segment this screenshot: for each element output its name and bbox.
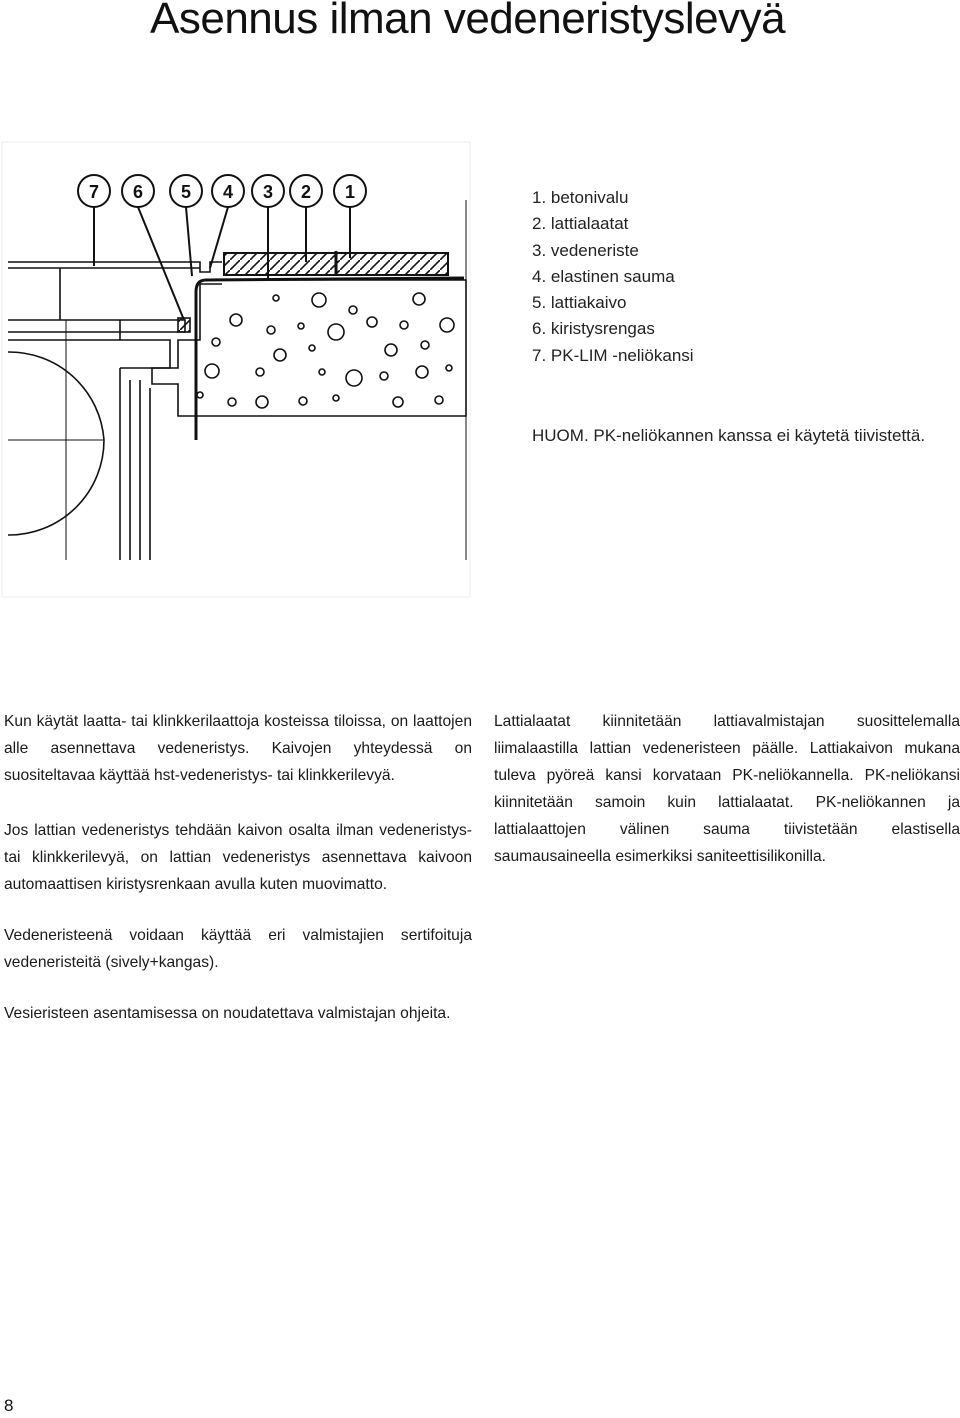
page-title: Asennus ilman vedeneristyslevyä (150, 0, 786, 43)
paragraph-manufacturer-instructions: Vesieristeen asentamisessa on noudatettava valmistajan ohjeita. (4, 1005, 451, 1022)
legend-item: 5. lattiakaivo (532, 293, 627, 313)
paragraph-certified-membranes: Vedeneristeenä voidaan käyttää eri valmistajien sertifoituja vedeneristeitä (sively+kangas). (4, 927, 472, 971)
drain-section-drawing (0, 140, 960, 600)
marker-5: 5 (180, 182, 192, 202)
page-number: 8 (4, 1396, 14, 1415)
legend-item: 7. PK-LIM -neliökansi (532, 345, 694, 365)
paragraph-tile-fixing: Lattialaatat kiinnitetään lattiavalmistajan suosittelemalla liimalaastilla lattian vedeneristeen päälle. Lattiakaivon mukana tuleva pyöreä kansi korvataan PK-neliökannella. PK-neliökansi kiinnitetään samoin kuin lattialaatat. PK-neliökannen ja lattialaattojen välinen sauma tiivistetään elastisella saumausaineella esimerkiksi saniteettisilikonilla. (494, 713, 960, 865)
legend-item: 1. betonivalu (532, 188, 629, 207)
marker-7: 7 (88, 182, 100, 202)
marker-1: 1 (344, 182, 356, 202)
marker-6: 6 (132, 182, 144, 202)
concrete-aggregate (197, 293, 454, 408)
marker-2: 2 (300, 182, 312, 202)
installation-diagram (0, 140, 960, 600)
component-legend (532, 185, 694, 369)
paragraph-tiles-intro: Kun käytät laatta- tai klinkkerilaattoja kosteissa tiloissa, on laattojen alle asennettava vedeneristys. Kaivojen yhteydessä on suositeltavaa käyttää hst-vedeneristys- tai klinkkerilevyä. (4, 713, 472, 784)
marker-3: 3 (262, 182, 274, 202)
marker-4: 4 (222, 182, 234, 202)
legend-item: 3. vedeneriste (532, 240, 639, 260)
paragraph-without-board: Jos lattian vedeneristys tehdään kaivon osalta ilman vedeneristys- tai klinkkerilevyä, on lattian vedeneristys asennettava kaivoon automaattisen kiristysrenkaan avulla kuten muovimatto. (4, 822, 472, 893)
note-text: HUOM. PK-neliökannen kanssa ei käytetä tiivistettä. (532, 426, 926, 445)
legend-item: 6. kiristysrengas (532, 319, 655, 339)
legend-item: 2. lattialaatat (532, 214, 629, 234)
legend-item: 4. elastinen sauma (532, 266, 675, 286)
